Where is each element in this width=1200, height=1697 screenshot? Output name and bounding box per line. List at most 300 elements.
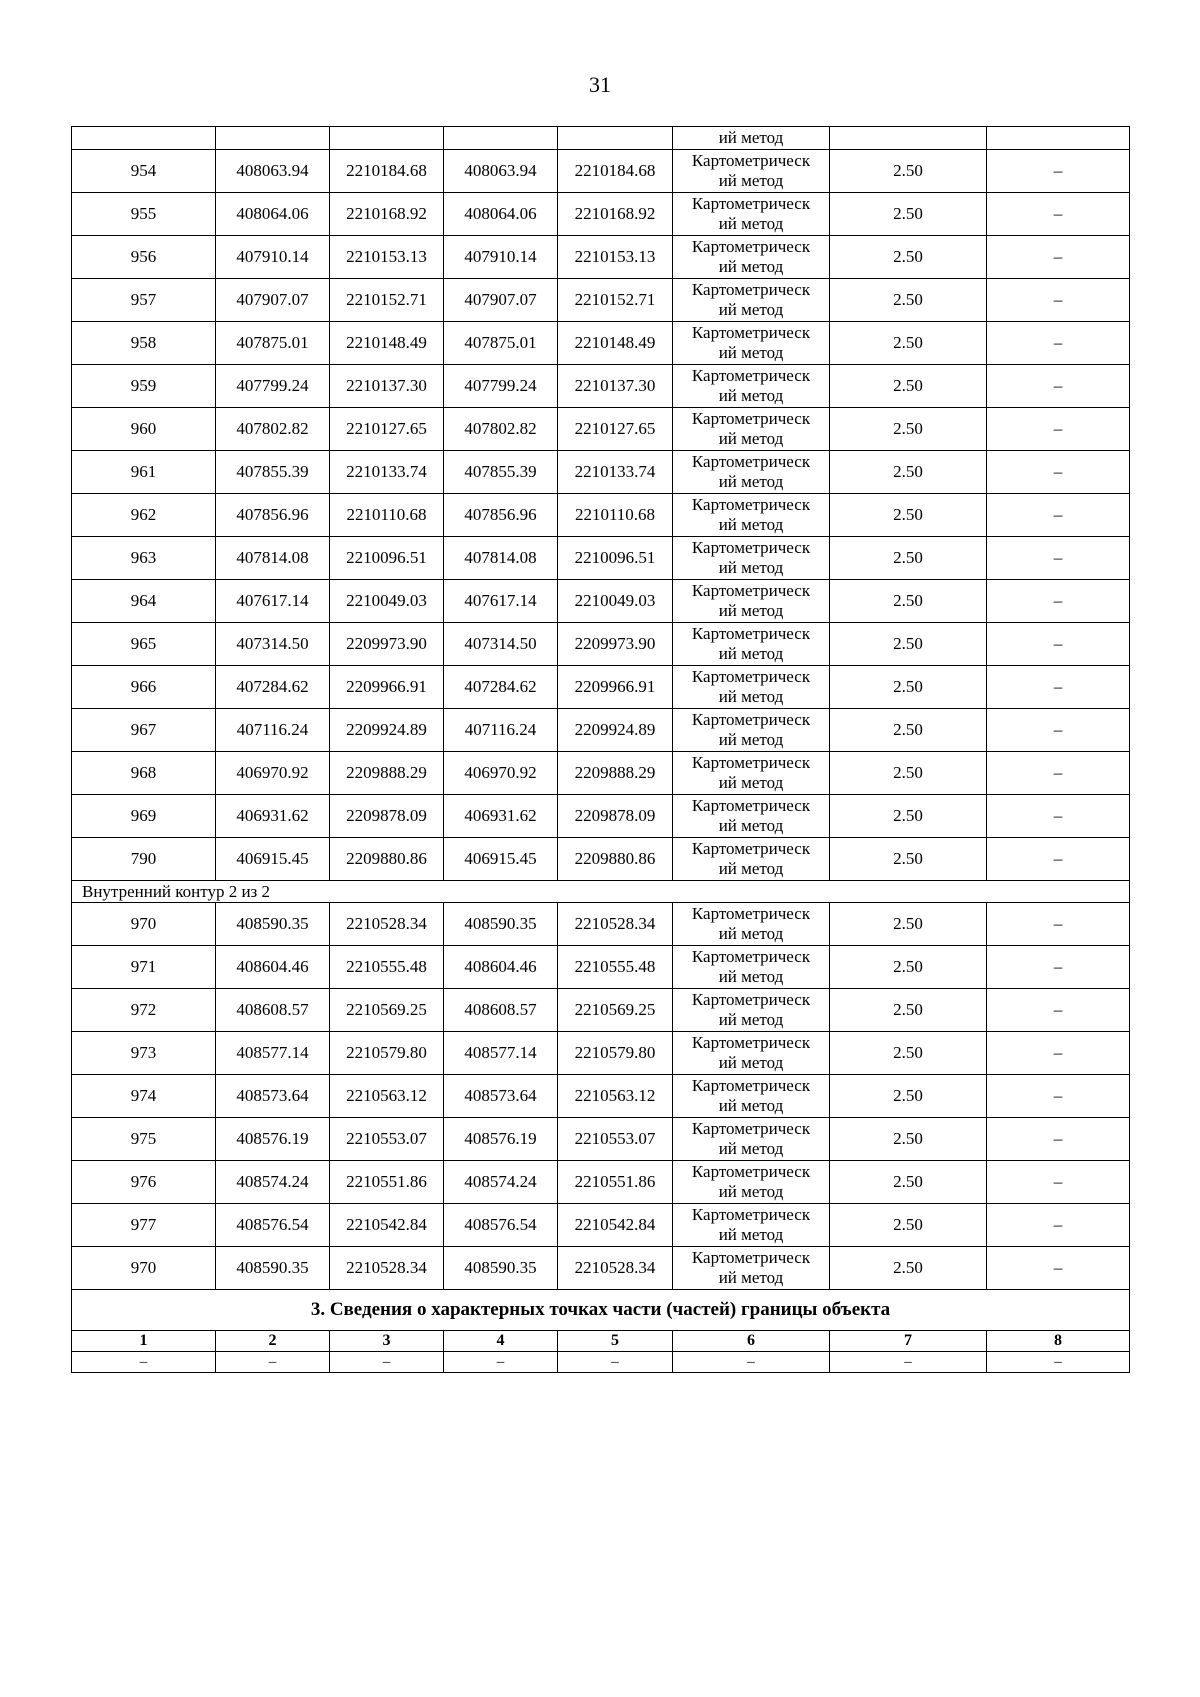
- dash-cell: –: [830, 1352, 987, 1373]
- accuracy-cell: 2.50: [830, 580, 987, 623]
- coordinate-y-cell: 2209924.89: [330, 709, 444, 752]
- coordinate-y-cell: 2209966.91: [558, 666, 673, 709]
- accuracy-cell: 2.50: [830, 451, 987, 494]
- coordinate-y-cell: 2210133.74: [330, 451, 444, 494]
- method-cell: [673, 236, 830, 279]
- table-row: [72, 946, 1130, 989]
- contour-header-row: [72, 881, 1130, 903]
- coordinate-x-cell: 407799.24: [216, 365, 330, 408]
- method-text-line-2: ий метод: [718, 816, 784, 835]
- accuracy-cell: 2.50: [830, 236, 987, 279]
- dash-cell: –: [558, 1352, 673, 1373]
- coordinate-y-cell: 2210096.51: [330, 537, 444, 580]
- table-row: [72, 408, 1130, 451]
- point-number-cell: 973: [72, 1032, 216, 1075]
- point-number-cell: 977: [72, 1204, 216, 1247]
- coordinate-x-cell: 408590.35: [444, 903, 558, 946]
- coordinate-y-cell: 2210542.84: [558, 1204, 673, 1247]
- accuracy-cell: 2.50: [830, 365, 987, 408]
- coordinate-y-cell: 2210184.68: [330, 150, 444, 193]
- accuracy-cell: 2.50: [830, 838, 987, 881]
- method-cell: [673, 989, 830, 1032]
- method-text-line-1: Картометрическ: [691, 904, 811, 923]
- accuracy-cell: 2.50: [830, 709, 987, 752]
- coordinate-y-cell: 2210168.92: [330, 193, 444, 236]
- method-cell: [673, 666, 830, 709]
- note-cell: –: [987, 795, 1130, 838]
- coordinate-y-cell: 2210579.80: [558, 1032, 673, 1075]
- coordinate-y-cell: 2210555.48: [558, 946, 673, 989]
- table-cell: [444, 127, 558, 150]
- coordinate-y-cell: 2209888.29: [330, 752, 444, 795]
- coordinate-y-cell: 2210569.25: [330, 989, 444, 1032]
- method-cell: [673, 365, 830, 408]
- coordinate-x-cell: 408577.14: [444, 1032, 558, 1075]
- note-cell: –: [987, 322, 1130, 365]
- method-cell: [673, 903, 830, 946]
- table-row: [72, 795, 1130, 838]
- method-text-line-1: Картометрическ: [691, 1076, 811, 1095]
- note-cell: –: [987, 451, 1130, 494]
- note-cell: –: [987, 752, 1130, 795]
- point-number-cell: 961: [72, 451, 216, 494]
- method-cell: [673, 193, 830, 236]
- method-text-line-1: Картометрическ: [691, 1033, 811, 1052]
- method-text-line-1: Картометрическ: [691, 624, 811, 643]
- method-cell: [673, 279, 830, 322]
- coordinate-x-cell: 408604.46: [444, 946, 558, 989]
- table-row: [72, 193, 1130, 236]
- method-text-line-2: ий метод: [718, 730, 784, 749]
- coordinate-x-cell: 407856.96: [444, 494, 558, 537]
- coordinate-y-cell: 2210049.03: [330, 580, 444, 623]
- coordinate-y-cell: 2209880.86: [330, 838, 444, 881]
- coordinate-x-cell: 407617.14: [444, 580, 558, 623]
- method-cell: [673, 127, 830, 150]
- table-row: [72, 537, 1130, 580]
- method-text-line-1: Картометрическ: [691, 1162, 811, 1181]
- method-text-line-2: ий метод: [718, 214, 784, 233]
- point-number-cell: 962: [72, 494, 216, 537]
- table-row: [72, 580, 1130, 623]
- accuracy-cell: 2.50: [830, 1032, 987, 1075]
- coordinate-y-cell: 2210133.74: [558, 451, 673, 494]
- note-cell: –: [987, 623, 1130, 666]
- accuracy-cell: 2.50: [830, 1075, 987, 1118]
- coordinate-y-cell: 2209973.90: [330, 623, 444, 666]
- coordinate-y-cell: 2210049.03: [558, 580, 673, 623]
- method-text-line-1: Картометрическ: [691, 194, 811, 213]
- method-cell: [673, 623, 830, 666]
- table-row: [72, 1075, 1130, 1118]
- coordinate-x-cell: 407799.24: [444, 365, 558, 408]
- method-text-line-2: ий метод: [718, 601, 784, 620]
- coordinate-y-cell: 2209880.86: [558, 838, 673, 881]
- table-row: [72, 903, 1130, 946]
- coordinate-y-cell: 2209966.91: [330, 666, 444, 709]
- coordinate-y-cell: 2210148.49: [330, 322, 444, 365]
- coordinate-x-cell: 407907.07: [444, 279, 558, 322]
- coordinate-y-cell: 2210127.65: [330, 408, 444, 451]
- dash-cell: –: [987, 1352, 1130, 1373]
- coordinate-x-cell: 407284.62: [444, 666, 558, 709]
- point-number-cell: 957: [72, 279, 216, 322]
- column-number-cell: 4: [444, 1331, 558, 1352]
- coordinate-x-cell: 407907.07: [216, 279, 330, 322]
- coordinate-x-cell: 408576.54: [216, 1204, 330, 1247]
- note-cell: –: [987, 279, 1130, 322]
- coordinate-x-cell: 408608.57: [444, 989, 558, 1032]
- table-row: [72, 322, 1130, 365]
- coordinate-y-cell: 2209878.09: [558, 795, 673, 838]
- accuracy-cell: 2.50: [830, 946, 987, 989]
- method-cell: [673, 537, 830, 580]
- coordinate-y-cell: 2210168.92: [558, 193, 673, 236]
- method-text-line-2: ий метод: [718, 644, 784, 663]
- accuracy-cell: 2.50: [830, 1247, 987, 1290]
- column-number-cell: 7: [830, 1331, 987, 1352]
- coordinate-x-cell: 407910.14: [216, 236, 330, 279]
- note-cell: –: [987, 408, 1130, 451]
- method-text-line-2: ий метод: [718, 967, 784, 986]
- coordinate-y-cell: 2210152.71: [558, 279, 673, 322]
- coordinate-x-cell: 407284.62: [216, 666, 330, 709]
- point-number-cell: 974: [72, 1075, 216, 1118]
- coordinate-y-cell: 2209924.89: [558, 709, 673, 752]
- coordinate-x-cell: 407802.82: [216, 408, 330, 451]
- accuracy-cell: 2.50: [830, 279, 987, 322]
- method-text-line-2: ий метод: [718, 1268, 784, 1287]
- column-number-cell: 1: [72, 1331, 216, 1352]
- coordinate-x-cell: 408574.24: [444, 1161, 558, 1204]
- method-cell: [673, 1161, 830, 1204]
- method-text-line-1: Картометрическ: [691, 947, 811, 966]
- method-text-line-1: Картометрическ: [691, 280, 811, 299]
- method-text-line-1: Картометрическ: [691, 1248, 811, 1267]
- table-row: [72, 1204, 1130, 1247]
- point-number-cell: 956: [72, 236, 216, 279]
- method-cell: [673, 322, 830, 365]
- table-row: [72, 752, 1130, 795]
- note-cell: –: [987, 193, 1130, 236]
- table-row: [72, 709, 1130, 752]
- table-row: [72, 989, 1130, 1032]
- note-cell: –: [987, 1032, 1130, 1075]
- note-cell: –: [987, 1118, 1130, 1161]
- method-text-line-1: Картометрическ: [691, 990, 811, 1009]
- coordinate-x-cell: 407910.14: [444, 236, 558, 279]
- point-number-cell: 972: [72, 989, 216, 1032]
- method-cell: [673, 838, 830, 881]
- method-text-line-2: ий метод: [718, 1096, 784, 1115]
- dash-cell: –: [330, 1352, 444, 1373]
- dash-cell: –: [72, 1352, 216, 1373]
- method-text-line-2: ий метод: [718, 515, 784, 534]
- empty-data-row: [72, 1352, 1130, 1373]
- table-cell: [216, 127, 330, 150]
- note-cell: –: [987, 580, 1130, 623]
- method-cell: [673, 946, 830, 989]
- column-number-cell: 3: [330, 1331, 444, 1352]
- method-text-line-1: Картометрическ: [691, 366, 811, 385]
- point-number-cell: 975: [72, 1118, 216, 1161]
- coordinate-x-cell: 406915.45: [444, 838, 558, 881]
- method-text-line-2: ий метод: [718, 859, 784, 878]
- accuracy-cell: 2.50: [830, 795, 987, 838]
- method-text-line-1: Картометрическ: [691, 151, 811, 170]
- coordinate-x-cell: 406931.62: [216, 795, 330, 838]
- accuracy-cell: 2.50: [830, 193, 987, 236]
- method-text-line-2: ий метод: [718, 924, 784, 943]
- table-row: [72, 236, 1130, 279]
- point-number-cell: 958: [72, 322, 216, 365]
- point-number-cell: 971: [72, 946, 216, 989]
- note-cell: –: [987, 709, 1130, 752]
- method-text-line-2: ий метод: [718, 687, 784, 706]
- note-cell: –: [987, 236, 1130, 279]
- method-cell: [673, 1118, 830, 1161]
- point-number-cell: 959: [72, 365, 216, 408]
- coordinate-x-cell: 407314.50: [444, 623, 558, 666]
- coordinate-x-cell: 408574.24: [216, 1161, 330, 1204]
- method-text-line-2: ий метод: [718, 1182, 784, 1201]
- note-cell: –: [987, 1161, 1130, 1204]
- coordinate-x-cell: 407116.24: [444, 709, 558, 752]
- coordinate-y-cell: 2210110.68: [330, 494, 444, 537]
- column-number-cell: 5: [558, 1331, 673, 1352]
- coordinate-y-cell: 2210148.49: [558, 322, 673, 365]
- accuracy-cell: 2.50: [830, 903, 987, 946]
- note-cell: –: [987, 903, 1130, 946]
- section-title-row: [72, 1290, 1130, 1331]
- note-cell: –: [987, 150, 1130, 193]
- note-cell: –: [987, 666, 1130, 709]
- coordinate-x-cell: 407116.24: [216, 709, 330, 752]
- method-cell: [673, 752, 830, 795]
- method-text-line-1: Картометрическ: [691, 710, 811, 729]
- coordinate-x-cell: 407314.50: [216, 623, 330, 666]
- method-cell: [673, 1032, 830, 1075]
- accuracy-cell: 2.50: [830, 1161, 987, 1204]
- accuracy-cell: 2.50: [830, 322, 987, 365]
- method-cell: [673, 580, 830, 623]
- method-text-line-1: Картометрическ: [691, 581, 811, 600]
- coordinate-x-cell: 408577.14: [216, 1032, 330, 1075]
- method-cell: [673, 150, 830, 193]
- table-cell: [830, 127, 987, 150]
- coordinate-x-cell: 406931.62: [444, 795, 558, 838]
- coordinate-x-cell: 407855.39: [444, 451, 558, 494]
- coordinate-x-cell: 408590.35: [216, 903, 330, 946]
- point-number-cell: 963: [72, 537, 216, 580]
- coordinate-y-cell: 2210528.34: [558, 903, 673, 946]
- coordinate-y-cell: 2210528.34: [330, 1247, 444, 1290]
- method-text-line-2: ий метод: [718, 429, 784, 448]
- method-text-line-1: Картометрическ: [691, 452, 811, 471]
- coordinate-y-cell: 2210569.25: [558, 989, 673, 1032]
- accuracy-cell: 2.50: [830, 150, 987, 193]
- method-text-line-1: Картометрическ: [691, 1205, 811, 1224]
- accuracy-cell: 2.50: [830, 408, 987, 451]
- coordinate-x-cell: 407855.39: [216, 451, 330, 494]
- coordinate-y-cell: 2210110.68: [558, 494, 673, 537]
- method-text-line-1: Картометрическ: [691, 839, 811, 858]
- coordinate-x-cell: 406970.92: [216, 752, 330, 795]
- note-cell: –: [987, 1247, 1130, 1290]
- point-number-cell: 790: [72, 838, 216, 881]
- coordinate-x-cell: 406915.45: [216, 838, 330, 881]
- method-cell: [673, 408, 830, 451]
- note-cell: –: [987, 946, 1130, 989]
- method-text-line-2: ий метод: [718, 343, 784, 362]
- point-number-cell: 970: [72, 1247, 216, 1290]
- point-number-cell: 964: [72, 580, 216, 623]
- method-text-line-1: Картометрическ: [691, 495, 811, 514]
- accuracy-cell: 2.50: [830, 1118, 987, 1161]
- point-number-cell: 960: [72, 408, 216, 451]
- coordinate-x-cell: 407802.82: [444, 408, 558, 451]
- coordinate-x-cell: 407856.96: [216, 494, 330, 537]
- accuracy-cell: 2.50: [830, 752, 987, 795]
- coordinate-y-cell: 2210137.30: [330, 365, 444, 408]
- coordinates-table: [71, 126, 1130, 1373]
- accuracy-cell: 2.50: [830, 623, 987, 666]
- coordinate-y-cell: 2210184.68: [558, 150, 673, 193]
- dash-cell: –: [673, 1352, 830, 1373]
- column-number-row: [72, 1331, 1130, 1352]
- column-number-cell: 8: [987, 1331, 1130, 1352]
- coordinate-x-cell: 408573.64: [216, 1075, 330, 1118]
- method-text-line-1: Картометрическ: [691, 409, 811, 428]
- method-cell: [673, 1247, 830, 1290]
- table-row: [72, 838, 1130, 881]
- coordinate-x-cell: 408064.06: [216, 193, 330, 236]
- table-cell: [72, 127, 216, 150]
- accuracy-cell: 2.50: [830, 537, 987, 580]
- table-row: [72, 623, 1130, 666]
- method-text-line-1: Картометрическ: [691, 796, 811, 815]
- coordinate-x-cell: 408064.06: [444, 193, 558, 236]
- point-number-cell: 954: [72, 150, 216, 193]
- coordinate-x-cell: 407814.08: [216, 537, 330, 580]
- method-text-line-1: Картометрическ: [691, 237, 811, 256]
- method-cell: [673, 795, 830, 838]
- coordinate-x-cell: 408590.35: [216, 1247, 330, 1290]
- coordinate-y-cell: 2210553.07: [558, 1118, 673, 1161]
- coordinate-y-cell: 2210152.71: [330, 279, 444, 322]
- note-cell: –: [987, 1075, 1130, 1118]
- table-cell: [987, 127, 1130, 150]
- note-cell: –: [987, 1204, 1130, 1247]
- coordinate-y-cell: 2210127.65: [558, 408, 673, 451]
- note-cell: –: [987, 989, 1130, 1032]
- coordinate-y-cell: 2210553.07: [330, 1118, 444, 1161]
- method-text-line-2: ий метод: [718, 773, 784, 792]
- point-number-cell: 969: [72, 795, 216, 838]
- method-text-line-2: ий метод: [718, 257, 784, 276]
- method-text-line-2: ий метод: [718, 171, 784, 190]
- table-row: [72, 1247, 1130, 1290]
- method-text-line-1: Картометрическ: [691, 323, 811, 342]
- coordinate-x-cell: 408063.94: [444, 150, 558, 193]
- dash-cell: –: [216, 1352, 330, 1373]
- table-cell: [330, 127, 444, 150]
- column-number-cell: 2: [216, 1331, 330, 1352]
- continuation-row: [72, 127, 1130, 150]
- method-text-line-2: ий метод: [718, 1053, 784, 1072]
- dash-cell: –: [444, 1352, 558, 1373]
- coordinate-y-cell: 2210153.13: [330, 236, 444, 279]
- point-number-cell: 970: [72, 903, 216, 946]
- coordinate-x-cell: 408063.94: [216, 150, 330, 193]
- method-text-line-2: ий метод: [718, 1010, 784, 1029]
- point-number-cell: 965: [72, 623, 216, 666]
- column-number-cell: 6: [673, 1331, 830, 1352]
- table-row: [72, 365, 1130, 408]
- coordinate-y-cell: 2209888.29: [558, 752, 673, 795]
- table-row: [72, 150, 1130, 193]
- coordinate-x-cell: 408576.54: [444, 1204, 558, 1247]
- method-text-line-1: Картометрическ: [691, 753, 811, 772]
- point-number-cell: 955: [72, 193, 216, 236]
- coordinate-x-cell: 408576.19: [444, 1118, 558, 1161]
- method-text-line-1: Картометрическ: [691, 667, 811, 686]
- method-text-line-2: ий метод: [718, 472, 784, 491]
- note-cell: –: [987, 537, 1130, 580]
- coordinate-x-cell: 408608.57: [216, 989, 330, 1032]
- method-continuation: ий метод: [718, 128, 784, 147]
- table-row: [72, 494, 1130, 537]
- accuracy-cell: 2.50: [830, 1204, 987, 1247]
- coordinate-y-cell: 2210551.86: [330, 1161, 444, 1204]
- table-row: [72, 1161, 1130, 1204]
- point-number-cell: 968: [72, 752, 216, 795]
- method-cell: [673, 451, 830, 494]
- table-row: [72, 451, 1130, 494]
- contour-label: Внутренний контур 2 из 2: [72, 881, 1130, 903]
- note-cell: –: [987, 494, 1130, 537]
- coordinate-y-cell: 2210137.30: [558, 365, 673, 408]
- method-text-line-1: Картометрическ: [691, 1119, 811, 1138]
- section-title: 3. Сведения о характерных точках части (частей) границы объекта: [72, 1290, 1130, 1331]
- coordinate-x-cell: 408604.46: [216, 946, 330, 989]
- coordinate-y-cell: 2209973.90: [558, 623, 673, 666]
- table-row: [72, 279, 1130, 322]
- table-row: [72, 1118, 1130, 1161]
- accuracy-cell: 2.50: [830, 666, 987, 709]
- coordinate-y-cell: 2210096.51: [558, 537, 673, 580]
- page-number: 31: [589, 72, 611, 97]
- coordinate-x-cell: 407814.08: [444, 537, 558, 580]
- coordinate-y-cell: 2210528.34: [330, 903, 444, 946]
- coordinate-y-cell: 2210153.13: [558, 236, 673, 279]
- method-text-line-2: ий метод: [718, 386, 784, 405]
- note-cell: –: [987, 365, 1130, 408]
- method-cell: [673, 494, 830, 537]
- coordinate-x-cell: 408590.35: [444, 1247, 558, 1290]
- accuracy-cell: 2.50: [830, 494, 987, 537]
- note-cell: –: [987, 838, 1130, 881]
- method-cell: [673, 1204, 830, 1247]
- method-cell: [673, 709, 830, 752]
- coordinate-x-cell: 408576.19: [216, 1118, 330, 1161]
- table-cell: [558, 127, 673, 150]
- method-cell: [673, 1075, 830, 1118]
- coordinate-y-cell: 2210551.86: [558, 1161, 673, 1204]
- table-row: [72, 1032, 1130, 1075]
- method-text-line-1: Картометрическ: [691, 538, 811, 557]
- coordinate-y-cell: 2210555.48: [330, 946, 444, 989]
